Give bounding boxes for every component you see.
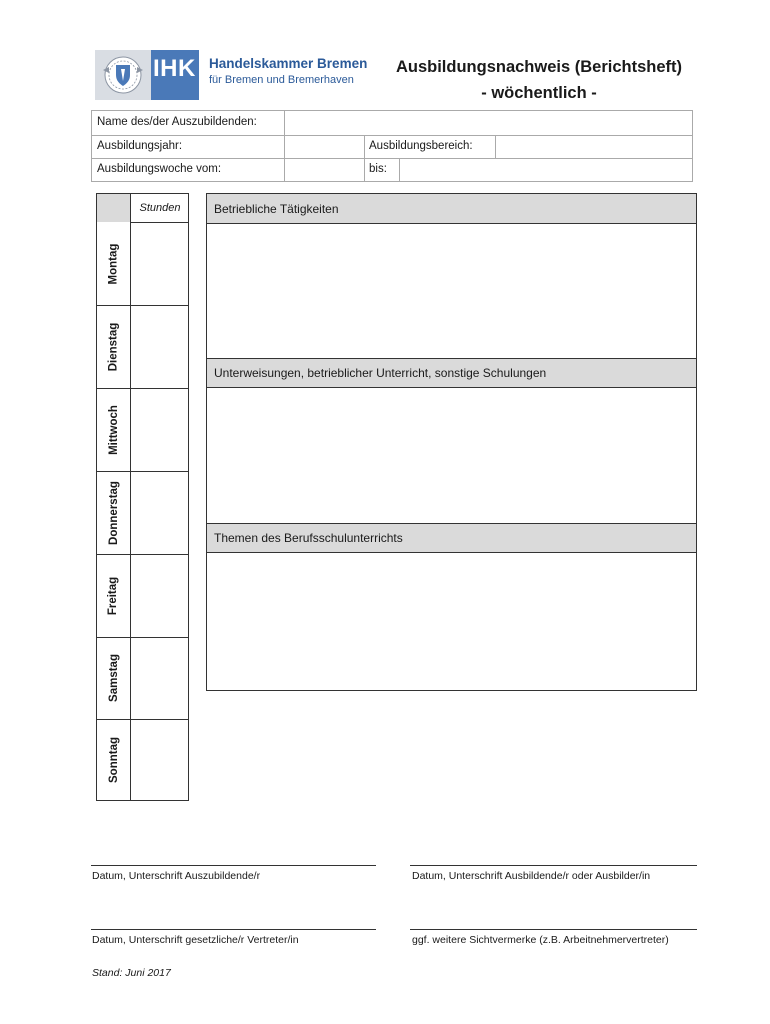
day-friday: Freitag bbox=[107, 576, 120, 615]
coat-of-arms-icon bbox=[95, 50, 151, 100]
signature-label-guardian: Datum, Unterschrift gesetzliche/r Vertreter/in bbox=[92, 934, 299, 946]
hours-field-thursday[interactable] bbox=[131, 472, 188, 554]
activities-box bbox=[206, 193, 697, 691]
week-from-field[interactable] bbox=[285, 159, 364, 181]
day-tuesday: Dienstag bbox=[107, 322, 120, 371]
hours-field-wednesday[interactable] bbox=[131, 389, 188, 471]
document-title bbox=[380, 54, 698, 106]
signature-label-trainer: Datum, Unterschrift Ausbildende/r oder Ausbilder/in bbox=[412, 870, 651, 882]
name-label: Name des/der Auszubildenden: bbox=[97, 116, 257, 128]
training-year-label: Ausbildungsjahr: bbox=[97, 140, 183, 152]
corner-cell bbox=[97, 194, 130, 222]
signature-label-trainee: Datum, Unterschrift Auszubildende/r bbox=[92, 870, 261, 882]
name-field[interactable] bbox=[285, 111, 692, 135]
org-name: Handelskammer Bremen bbox=[209, 56, 368, 71]
hours-field-friday[interactable] bbox=[131, 555, 188, 637]
header-form bbox=[91, 110, 693, 182]
hours-field-sunday[interactable] bbox=[131, 720, 188, 800]
divider bbox=[364, 135, 365, 158]
signature-line-other[interactable] bbox=[410, 929, 697, 930]
hours-field-tuesday[interactable] bbox=[131, 306, 188, 388]
training-area-field[interactable] bbox=[496, 136, 692, 158]
instruction-field[interactable] bbox=[207, 388, 696, 523]
ihk-logo bbox=[95, 50, 368, 100]
document-title-line2: - wöchentlich - bbox=[481, 84, 597, 102]
signature-line-guardian[interactable] bbox=[91, 929, 376, 930]
training-area-label: Ausbildungsbereich: bbox=[369, 140, 473, 152]
day-monday: Montag bbox=[107, 243, 120, 284]
training-week-label: Ausbildungswoche vom: bbox=[97, 163, 222, 175]
days-table bbox=[96, 193, 189, 801]
signature-line-trainer[interactable] bbox=[410, 865, 697, 866]
section-company-activities: Betriebliche Tätigkeiten bbox=[207, 194, 696, 224]
day-wednesday: Mittwoch bbox=[107, 404, 120, 455]
day-saturday: Samstag bbox=[107, 654, 120, 702]
day-sunday: Sonntag bbox=[107, 736, 120, 783]
document-title-line1: Ausbildungsnachweis (Berichtsheft) bbox=[395, 58, 683, 76]
hours-field-saturday[interactable] bbox=[131, 638, 188, 719]
day-thursday: Donnerstag bbox=[107, 480, 120, 545]
hours-column-header: Stunden bbox=[139, 202, 181, 214]
section-vocational-school: Themen des Berufsschulunterrichts bbox=[207, 523, 696, 553]
week-until-field[interactable] bbox=[400, 159, 692, 181]
training-year-field[interactable] bbox=[285, 136, 364, 158]
version-note: Stand: Juni 2017 bbox=[92, 967, 171, 979]
section-instruction: Unterweisungen, betrieblicher Unterricht, sonstige Schulungen bbox=[207, 358, 696, 388]
vocational-school-field[interactable] bbox=[207, 553, 696, 690]
logo-badge-text: IHK bbox=[153, 55, 196, 82]
hours-field-monday[interactable] bbox=[131, 223, 188, 305]
signature-label-other: ggf. weitere Sichtvermerke (z.B. Arbeitnehmervertreter) bbox=[412, 934, 669, 946]
until-label: bis: bbox=[369, 163, 387, 175]
company-activities-field[interactable] bbox=[207, 224, 696, 358]
signature-line-trainee[interactable] bbox=[91, 865, 376, 866]
divider bbox=[364, 158, 365, 181]
org-subtitle: für Bremen und Bremerhaven bbox=[209, 74, 354, 86]
